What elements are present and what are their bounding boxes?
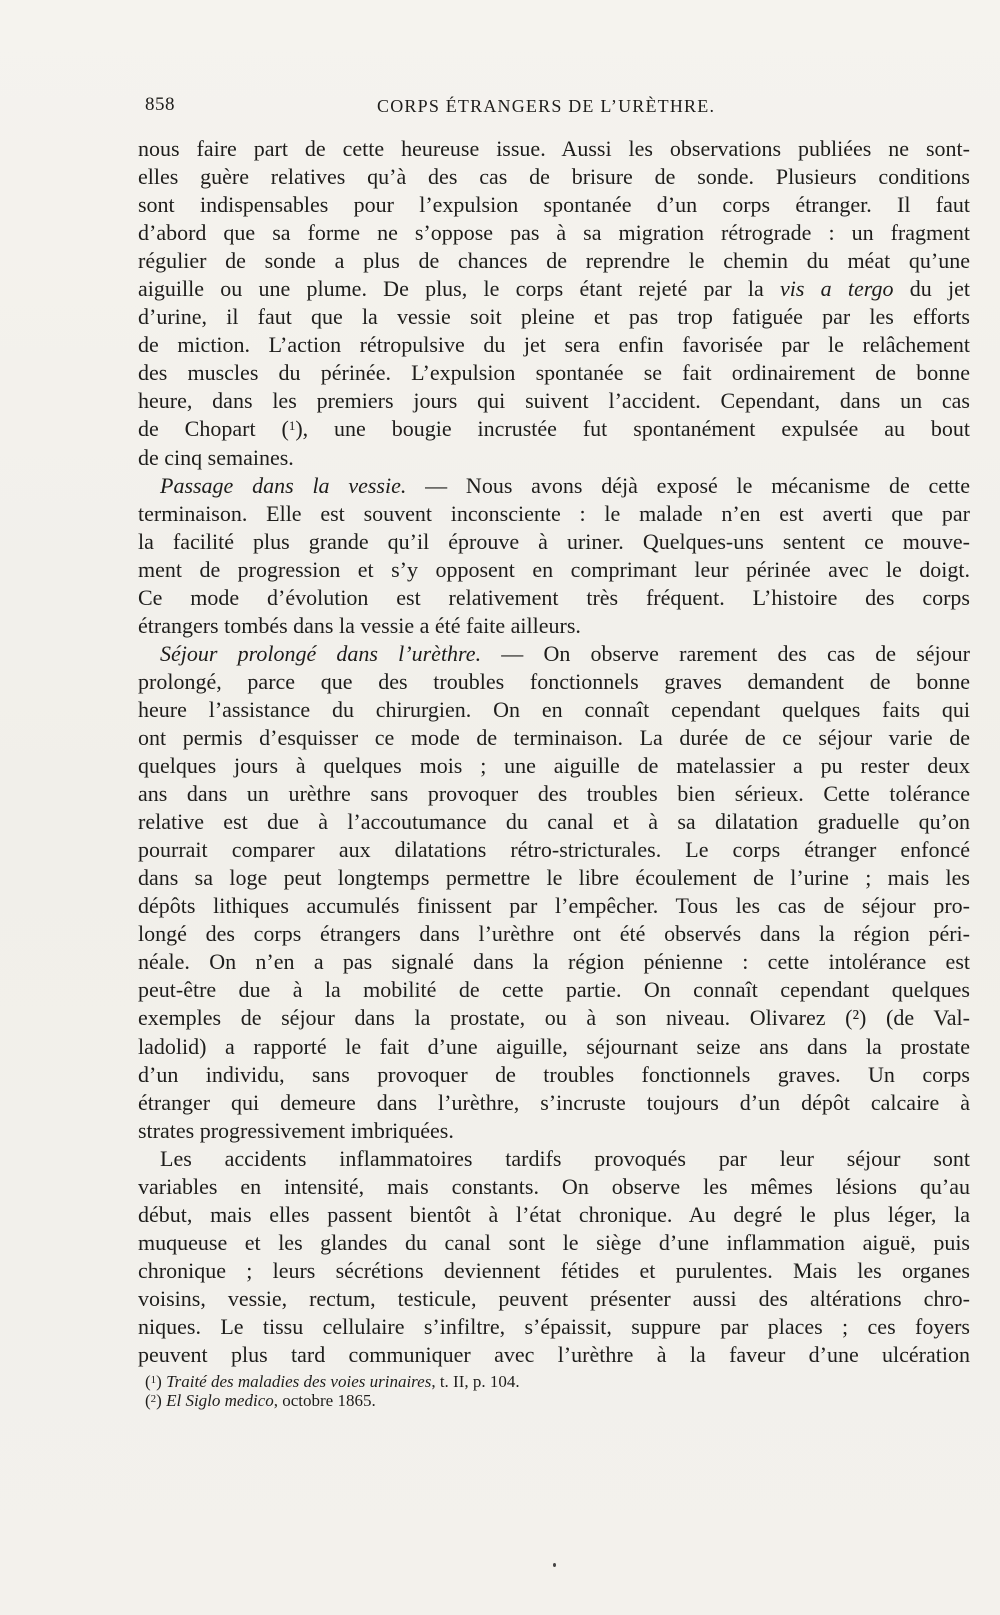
text-line: peut-être due à la mobilité de cette partie. On connaît cependant quelques bbox=[138, 977, 970, 1003]
line-text: du jet bbox=[893, 276, 970, 302]
section-heading: Passage dans la vessie. bbox=[160, 472, 407, 498]
text-line: Ce mode d’évolution est relativement très fréquent. L’histoire des corps bbox=[138, 584, 970, 610]
text-line: heure, dans les premiers jours qui suivent l’accident. Cependant, dans un cas bbox=[138, 388, 970, 414]
text-line: longé des corps étrangers dans l’urèthre ont été observés dans la région péri- bbox=[138, 921, 970, 947]
text-line bbox=[138, 640, 970, 668]
footnote-rest: , octobre 1865. bbox=[273, 1391, 376, 1410]
text-line: d’urine, il faut que la vessie soit pleine et pas trop fatiguée par les efforts bbox=[138, 304, 970, 330]
footnote-title: El Siglo medico bbox=[166, 1391, 274, 1410]
text-line: relative est due à l’accoutumance du canal et à sa dilatation graduelle qu’on bbox=[138, 809, 970, 835]
line-text: ), une bougie incrustée fut spontanément expulsée au bout bbox=[295, 416, 970, 442]
text-line: heure l’assistance du chirurgien. On en connaît cependant quelques faits qui bbox=[138, 696, 970, 722]
paper-speck bbox=[553, 1563, 556, 1567]
text-line: chronique ; leurs sécrétions deviennent fétides et purulentes. Mais les organes bbox=[138, 1257, 970, 1283]
section-heading: Séjour prolongé dans l’urèthre. bbox=[160, 640, 482, 666]
footnote-ref: 1 bbox=[288, 418, 296, 434]
footnote: ($^2$) El Siglo medico, octobre 1865. bbox=[145, 1391, 376, 1410]
text-line: prolongé, parce que des troubles fonctionnels graves demandent de bonne bbox=[138, 668, 970, 694]
text-line bbox=[138, 275, 970, 303]
page-header bbox=[145, 94, 945, 124]
text-line: la facilité plus grande qu’il éprouve à uriner. Quelques-uns sentent ce mouve- bbox=[138, 528, 970, 554]
text-line: niques. Le tissu cellulaire s’infiltre, s’épaissit, suppure par places ; ces foyers bbox=[138, 1313, 970, 1339]
text-line: étrangers tombés dans la vessie a été faite ailleurs. bbox=[138, 612, 581, 638]
text-line: ont permis d’esquisser ce mode de terminaison. La durée de ce séjour varie de bbox=[138, 724, 970, 750]
line-text: — On observe rarement des cas de séjour bbox=[481, 640, 970, 666]
text-line: des muscles du périnée. L’expulsion spontanée se fait ordinairement de bonne bbox=[138, 360, 970, 386]
text-line: exemples de séjour dans la prostate, ou à son niveau. Olivarez (²) (de Val- bbox=[138, 1005, 970, 1031]
footnote-rest: , t. II, p. 104. bbox=[431, 1372, 520, 1391]
line-text: de Chopart ( bbox=[138, 416, 289, 442]
text-line: ment de progression et s’y opposent en comprimant leur périnée avec le doigt. bbox=[138, 556, 970, 582]
footnote: ($^1$) Traité des maladies des voies urinaires, t. II, p. 104. bbox=[145, 1372, 520, 1391]
text-line: régulier de sonde a plus de chances de reprendre le chemin du méat qu’une bbox=[138, 248, 970, 274]
text-line: quelques jours à quelques mois ; une aiguille de matelassier a pu rester deux bbox=[138, 753, 970, 779]
footnotes bbox=[145, 1372, 845, 1410]
footnote-marker: 2 bbox=[150, 1393, 157, 1405]
line-text: — Nous avons déjà exposé le mécanisme de cette bbox=[406, 472, 970, 498]
page-number: 858 bbox=[145, 94, 175, 115]
text-line: néale. On n’en a pas signalé dans la région pénienne : cette intolérance est bbox=[138, 949, 970, 975]
text-line: ladolid) a rapporté le fait d’une aiguille, séjournant seize ans dans la prostate bbox=[138, 1033, 970, 1059]
line-text: aiguille ou une plume. De plus, le corps étant rejeté par la bbox=[138, 276, 780, 302]
text-line: d’un individu, sans provoquer de troubles fonctionnels graves. Un corps bbox=[138, 1061, 970, 1087]
body-text bbox=[138, 135, 970, 1369]
text-line bbox=[138, 472, 970, 500]
text-line bbox=[138, 415, 970, 443]
text-line: nous faire part de cette heureuse issue. Aussi les observations publiées ne sont- bbox=[138, 136, 970, 161]
text-line: d’abord que sa forme ne s’oppose pas à sa migration rétrograde : un fragment bbox=[138, 220, 970, 246]
text-line: sont indispensables pour l’expulsion spontanée d’un corps étranger. Il faut bbox=[138, 192, 970, 218]
footnote-title: Traité des maladies des voies urinaires bbox=[166, 1372, 432, 1391]
italic-phrase: vis a tergo bbox=[780, 276, 894, 302]
text-line: strates progressivement imbriquées. bbox=[138, 1117, 454, 1143]
text-line: de cinq semaines. bbox=[138, 444, 294, 470]
text-line: elles guère relatives qu’à des cas de brisure de sonde. Plusieurs conditions bbox=[138, 164, 970, 190]
text-line: pourrait comparer aux dilatations rétro-stricturales. Le corps étranger enfoncé bbox=[138, 837, 970, 863]
text-line: de miction. L’action rétropulsive du jet sera enfin favorisée par le relâchement bbox=[138, 332, 970, 358]
text-line: muqueuse et les glandes du canal sont le siège d’une inflammation aiguë, puis bbox=[138, 1229, 970, 1255]
text-line: voisins, vessie, rectum, testicule, peuvent présenter aussi des altérations chro- bbox=[138, 1285, 970, 1311]
text-line: ans dans un urèthre sans provoquer des troubles bien sérieux. Cette tolérance bbox=[138, 781, 970, 807]
text-line: Les accidents inflammatoires tardifs provoqués par leur séjour sont bbox=[160, 1145, 970, 1171]
text-line: variables en intensité, mais constants. On observe les mêmes lésions qu’au bbox=[138, 1173, 970, 1199]
running-title: CORPS ÉTRANGERS DE L’URÈTHRE. bbox=[377, 96, 716, 116]
footnote-marker: 1 bbox=[150, 1374, 157, 1386]
text-line: dépôts lithiques accumulés finissent par l’empêcher. Tous les cas de séjour pro- bbox=[138, 893, 970, 919]
text-line: peuvent plus tard communiquer avec l’urèthre à la faveur d’une ulcération bbox=[138, 1342, 970, 1368]
text-line: début, mais elles passent bientôt à l’état chronique. Au degré le plus léger, la bbox=[138, 1201, 970, 1227]
text-line: étranger qui demeure dans l’urèthre, s’incruste toujours d’un dépôt calcaire à bbox=[138, 1089, 970, 1115]
text-line: terminaison. Elle est souvent inconsciente : le malade n’en est averti que par bbox=[138, 500, 970, 526]
text-line: dans sa loge peut longtemps permettre le libre écoulement de l’urine ; mais les bbox=[138, 865, 970, 891]
